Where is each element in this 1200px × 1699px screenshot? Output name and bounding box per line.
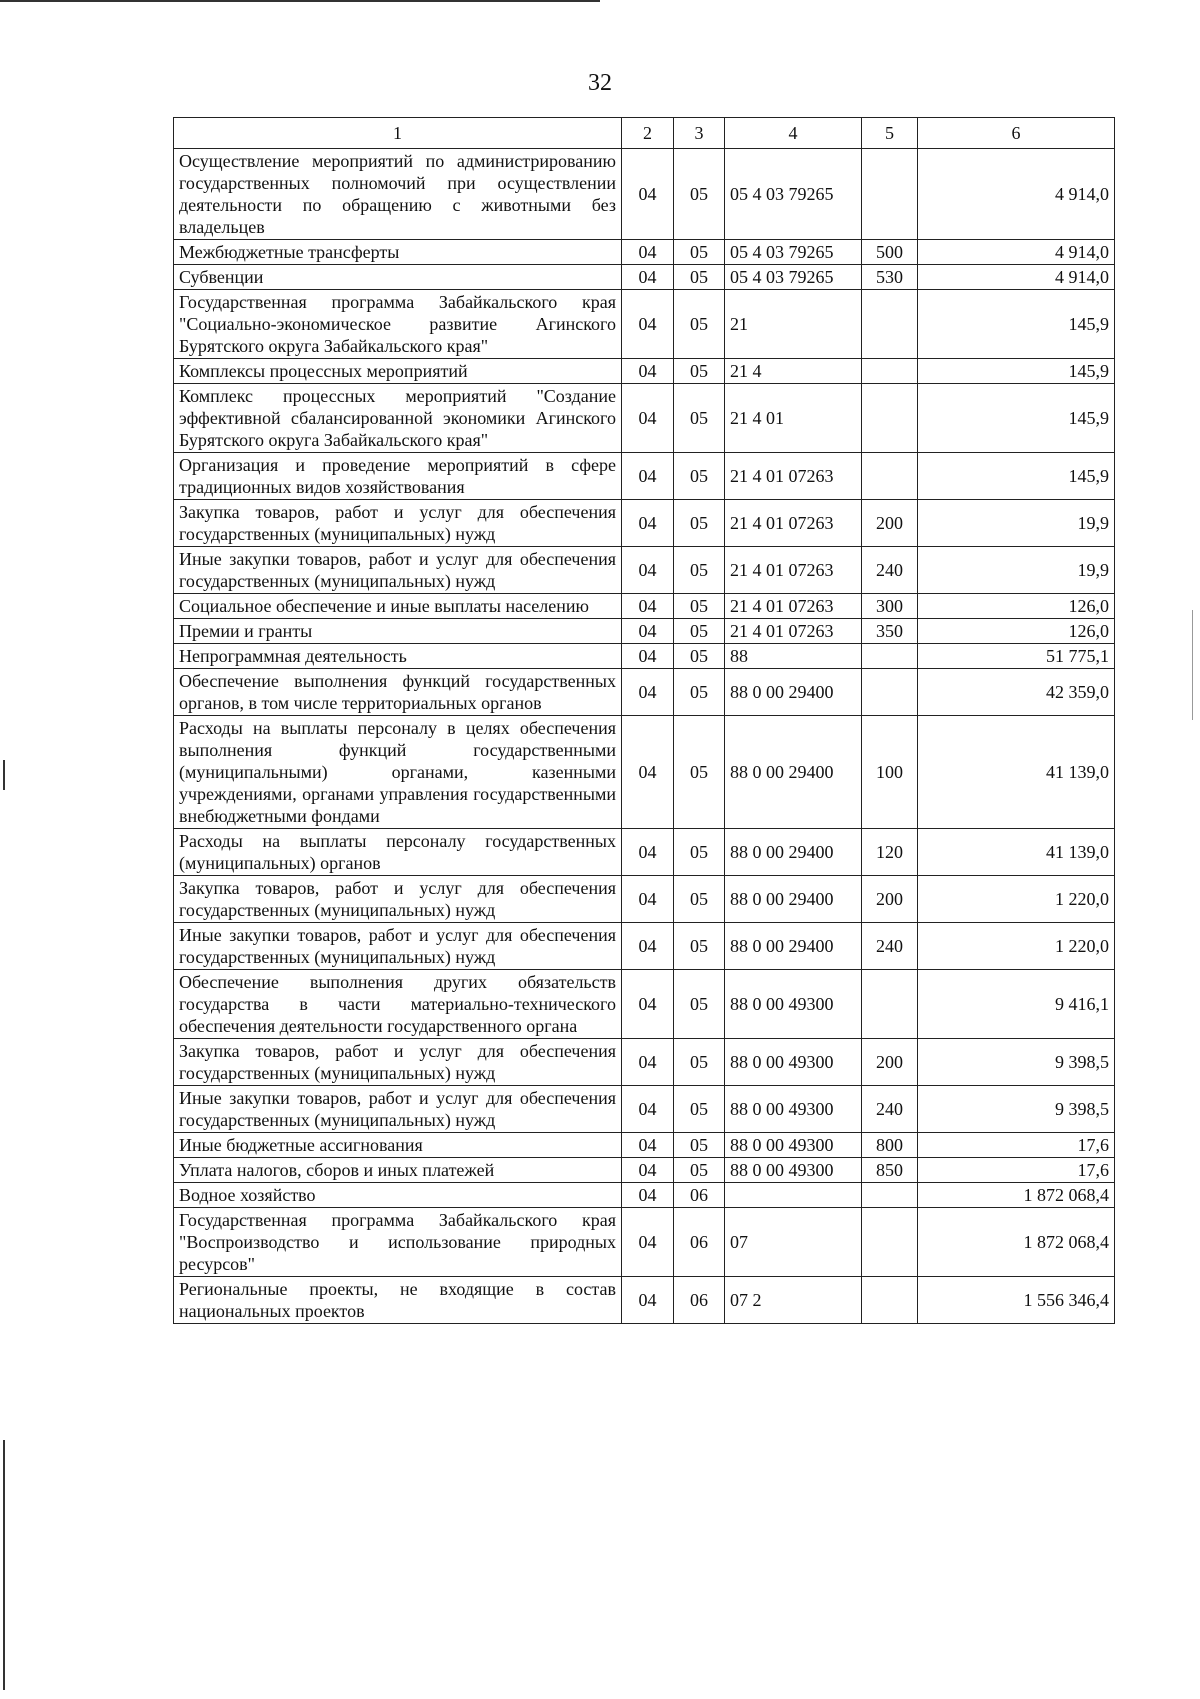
cell-amount: 145,9 — [918, 384, 1115, 453]
table-row — [174, 1133, 1115, 1158]
cell-subsection: 05 — [674, 829, 725, 876]
cell-amount: 41 139,0 — [918, 829, 1115, 876]
cell-amount: 1 220,0 — [918, 923, 1115, 970]
cell-target-article: 21 4 01 07263 — [725, 453, 862, 500]
cell-name: Закупка товаров, работ и услуг для обеспечения государственных (муниципальных) нужд — [174, 876, 622, 923]
table-row — [174, 359, 1115, 384]
cell-amount: 1 556 346,4 — [918, 1277, 1115, 1324]
cell-name: Комплексы процессных мероприятий — [174, 359, 622, 384]
cell-target-article: 07 — [725, 1208, 862, 1277]
cell-name: Обеспечение выполнения функций государственных органов, в том числе территориальных органов — [174, 669, 622, 716]
cell-target-article: 21 4 01 07263 — [725, 500, 862, 547]
cell-amount: 1 872 068,4 — [918, 1183, 1115, 1208]
cell-subsection: 05 — [674, 500, 725, 547]
cell-target-article: 21 4 01 — [725, 384, 862, 453]
cell-section: 04 — [622, 547, 674, 594]
cell-amount: 126,0 — [918, 594, 1115, 619]
table-row — [174, 876, 1115, 923]
table-row — [174, 1039, 1115, 1086]
header-col-4: 4 — [725, 118, 862, 149]
cell-section: 04 — [622, 619, 674, 644]
cell-section: 04 — [622, 149, 674, 240]
cell-section: 04 — [622, 500, 674, 547]
cell-amount: 1 220,0 — [918, 876, 1115, 923]
cell-expense-type — [862, 290, 918, 359]
cell-amount: 9 398,5 — [918, 1086, 1115, 1133]
cell-name: Иные закупки товаров, работ и услуг для обеспечения государственных (муниципальных) нужд — [174, 547, 622, 594]
cell-target-article: 88 0 00 49300 — [725, 1158, 862, 1183]
cell-name: Иные закупки товаров, работ и услуг для обеспечения государственных (муниципальных) нужд — [174, 1086, 622, 1133]
cell-expense-type — [862, 149, 918, 240]
cell-expense-type: 100 — [862, 716, 918, 829]
cell-name: Уплата налогов, сборов и иных платежей — [174, 1158, 622, 1183]
cell-section: 04 — [622, 240, 674, 265]
cell-amount: 145,9 — [918, 290, 1115, 359]
cell-expense-type — [862, 1277, 918, 1324]
cell-section: 04 — [622, 1133, 674, 1158]
cell-section: 04 — [622, 644, 674, 669]
cell-subsection: 05 — [674, 619, 725, 644]
cell-name: Иные бюджетные ассигнования — [174, 1133, 622, 1158]
cell-section: 04 — [622, 359, 674, 384]
cell-expense-type: 500 — [862, 240, 918, 265]
cell-target-article: 05 4 03 79265 — [725, 240, 862, 265]
cell-subsection: 05 — [674, 384, 725, 453]
cell-expense-type: 300 — [862, 594, 918, 619]
table-row — [174, 1277, 1115, 1324]
table-row — [174, 923, 1115, 970]
cell-expense-type — [862, 644, 918, 669]
cell-name: Региональные проекты, не входящие в состав национальных проектов — [174, 1277, 622, 1324]
scan-edge-left — [3, 760, 5, 790]
cell-expense-type: 240 — [862, 547, 918, 594]
table-row — [174, 290, 1115, 359]
cell-subsection: 05 — [674, 644, 725, 669]
cell-name: Водное хозяйство — [174, 1183, 622, 1208]
table-row — [174, 1086, 1115, 1133]
header-col-3: 3 — [674, 118, 725, 149]
table-row — [174, 716, 1115, 829]
cell-subsection: 05 — [674, 359, 725, 384]
table-row — [174, 669, 1115, 716]
cell-name: Социальное обеспечение и иные выплаты населению — [174, 594, 622, 619]
cell-name: Закупка товаров, работ и услуг для обеспечения государственных (муниципальных) нужд — [174, 500, 622, 547]
cell-subsection: 05 — [674, 1158, 725, 1183]
cell-amount: 1 872 068,4 — [918, 1208, 1115, 1277]
cell-subsection: 05 — [674, 547, 725, 594]
cell-subsection: 05 — [674, 453, 725, 500]
cell-name: Осуществление мероприятий по администрированию государственных полномочий при осуществлении деятельности по обращению с животными без владельцев — [174, 149, 622, 240]
table-row — [174, 829, 1115, 876]
cell-target-article: 05 4 03 79265 — [725, 265, 862, 290]
cell-name: Государственная программа Забайкальского края "Воспроизводство и использование природных ресурсов" — [174, 1208, 622, 1277]
cell-section: 04 — [622, 290, 674, 359]
page-number: 32 — [588, 70, 612, 96]
scan-edge-right — [1192, 610, 1193, 720]
header-row — [174, 118, 1115, 149]
cell-subsection: 05 — [674, 594, 725, 619]
cell-amount: 17,6 — [918, 1133, 1115, 1158]
cell-name: Закупка товаров, работ и услуг для обеспечения государственных (муниципальных) нужд — [174, 1039, 622, 1086]
cell-name: Премии и гранты — [174, 619, 622, 644]
cell-subsection: 05 — [674, 923, 725, 970]
cell-expense-type: 530 — [862, 265, 918, 290]
cell-section: 04 — [622, 1208, 674, 1277]
header-col-1: 1 — [174, 118, 622, 149]
cell-target-article: 21 — [725, 290, 862, 359]
cell-name: Организация и проведение мероприятий в сфере традиционных видов хозяйствования — [174, 453, 622, 500]
table-row — [174, 619, 1115, 644]
cell-name: Субвенции — [174, 265, 622, 290]
cell-section: 04 — [622, 1183, 674, 1208]
cell-amount: 9 416,1 — [918, 970, 1115, 1039]
cell-expense-type: 350 — [862, 619, 918, 644]
cell-name: Непрограммная деятельность — [174, 644, 622, 669]
header-col-6: 6 — [918, 118, 1115, 149]
table-header — [174, 118, 1115, 149]
cell-name: Государственная программа Забайкальского края "Социально-экономическое развитие Агинского Бурятского округа Забайкальского края" — [174, 290, 622, 359]
table-row — [174, 594, 1115, 619]
cell-subsection: 05 — [674, 1133, 725, 1158]
scan-edge-top — [0, 0, 600, 2]
cell-target-article: 88 0 00 29400 — [725, 923, 862, 970]
cell-name: Комплекс процессных мероприятий "Создание эффективной сбалансированной экономики Агинского Бурятского округа Забайкальского края" — [174, 384, 622, 453]
cell-section: 04 — [622, 384, 674, 453]
table-row — [174, 1208, 1115, 1277]
cell-expense-type: 240 — [862, 1086, 918, 1133]
cell-section: 04 — [622, 453, 674, 500]
cell-section: 04 — [622, 829, 674, 876]
cell-expense-type: 800 — [862, 1133, 918, 1158]
cell-amount: 4 914,0 — [918, 240, 1115, 265]
cell-target-article: 88 — [725, 644, 862, 669]
cell-amount: 126,0 — [918, 619, 1115, 644]
table-row — [174, 265, 1115, 290]
cell-amount: 51 775,1 — [918, 644, 1115, 669]
cell-subsection: 05 — [674, 265, 725, 290]
cell-amount: 145,9 — [918, 359, 1115, 384]
cell-amount: 41 139,0 — [918, 716, 1115, 829]
cell-target-article — [725, 1183, 862, 1208]
scan-edge-left-bottom — [3, 1440, 5, 1690]
table-row — [174, 384, 1115, 453]
table-body — [174, 149, 1115, 1324]
cell-amount: 19,9 — [918, 500, 1115, 547]
cell-expense-type: 200 — [862, 876, 918, 923]
table-row — [174, 240, 1115, 265]
cell-section: 04 — [622, 1039, 674, 1086]
cell-expense-type: 200 — [862, 500, 918, 547]
cell-section: 04 — [622, 1277, 674, 1324]
cell-section: 04 — [622, 1158, 674, 1183]
cell-amount: 9 398,5 — [918, 1039, 1115, 1086]
cell-target-article: 88 0 00 49300 — [725, 1086, 862, 1133]
cell-subsection: 06 — [674, 1208, 725, 1277]
cell-subsection: 05 — [674, 1039, 725, 1086]
cell-section: 04 — [622, 876, 674, 923]
cell-section: 04 — [622, 669, 674, 716]
table-row — [174, 970, 1115, 1039]
cell-subsection: 06 — [674, 1277, 725, 1324]
table-row — [174, 547, 1115, 594]
cell-subsection: 05 — [674, 716, 725, 829]
cell-section: 04 — [622, 265, 674, 290]
cell-amount: 145,9 — [918, 453, 1115, 500]
cell-target-article: 21 4 01 07263 — [725, 547, 862, 594]
cell-section: 04 — [622, 923, 674, 970]
table-row — [174, 453, 1115, 500]
table-row — [174, 1158, 1115, 1183]
cell-section: 04 — [622, 1086, 674, 1133]
cell-subsection: 05 — [674, 240, 725, 265]
cell-amount: 42 359,0 — [918, 669, 1115, 716]
cell-target-article: 88 0 00 49300 — [725, 970, 862, 1039]
cell-name: Расходы на выплаты персоналу государственных (муниципальных) органов — [174, 829, 622, 876]
cell-name: Обеспечение выполнения других обязательств государства в части материально-технического обеспечения деятельности государственного органа — [174, 970, 622, 1039]
cell-subsection: 05 — [674, 1086, 725, 1133]
table-row — [174, 1183, 1115, 1208]
cell-expense-type: 240 — [862, 923, 918, 970]
cell-target-article: 88 0 00 29400 — [725, 876, 862, 923]
cell-expense-type: 200 — [862, 1039, 918, 1086]
cell-amount: 4 914,0 — [918, 149, 1115, 240]
cell-subsection: 06 — [674, 1183, 725, 1208]
cell-target-article: 05 4 03 79265 — [725, 149, 862, 240]
cell-expense-type: 120 — [862, 829, 918, 876]
cell-expense-type — [862, 1208, 918, 1277]
budget-table — [173, 117, 1115, 1324]
cell-amount: 19,9 — [918, 547, 1115, 594]
cell-name: Расходы на выплаты персоналу в целях обеспечения выполнения функций государственными (муниципальными) органами, казенными учреждениями, органами управления государственными внебюджетными фондами — [174, 716, 622, 829]
cell-amount: 17,6 — [918, 1158, 1115, 1183]
cell-target-article: 07 2 — [725, 1277, 862, 1324]
cell-target-article: 88 0 00 49300 — [725, 1039, 862, 1086]
cell-target-article: 21 4 01 07263 — [725, 594, 862, 619]
table-row — [174, 644, 1115, 669]
header-col-5: 5 — [862, 118, 918, 149]
cell-section: 04 — [622, 970, 674, 1039]
cell-subsection: 05 — [674, 669, 725, 716]
cell-expense-type — [862, 359, 918, 384]
cell-expense-type — [862, 384, 918, 453]
cell-target-article: 21 4 — [725, 359, 862, 384]
cell-target-article: 88 0 00 29400 — [725, 829, 862, 876]
table-row — [174, 500, 1115, 547]
cell-target-article: 88 0 00 49300 — [725, 1133, 862, 1158]
cell-expense-type — [862, 1183, 918, 1208]
cell-name: Иные закупки товаров, работ и услуг для обеспечения государственных (муниципальных) нужд — [174, 923, 622, 970]
cell-subsection: 05 — [674, 876, 725, 923]
cell-name: Межбюджетные трансферты — [174, 240, 622, 265]
header-col-2: 2 — [622, 118, 674, 149]
cell-amount: 4 914,0 — [918, 265, 1115, 290]
cell-target-article: 21 4 01 07263 — [725, 619, 862, 644]
cell-subsection: 05 — [674, 149, 725, 240]
cell-expense-type: 850 — [862, 1158, 918, 1183]
cell-target-article: 88 0 00 29400 — [725, 716, 862, 829]
table-row — [174, 149, 1115, 240]
cell-section: 04 — [622, 716, 674, 829]
cell-expense-type — [862, 970, 918, 1039]
cell-expense-type — [862, 669, 918, 716]
cell-subsection: 05 — [674, 290, 725, 359]
cell-subsection: 05 — [674, 970, 725, 1039]
cell-section: 04 — [622, 594, 674, 619]
cell-expense-type — [862, 453, 918, 500]
cell-target-article: 88 0 00 29400 — [725, 669, 862, 716]
